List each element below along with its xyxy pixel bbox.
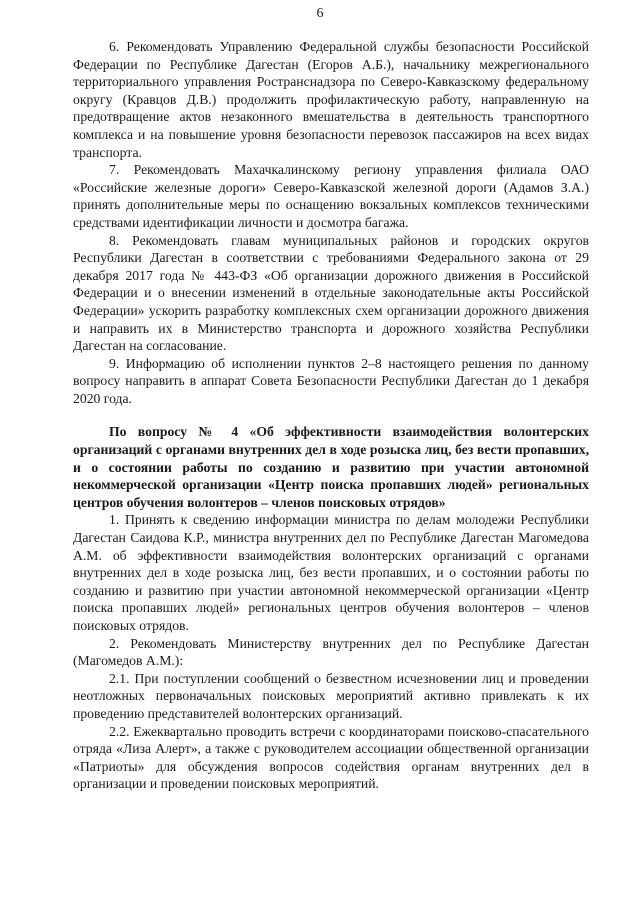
paragraph-item-9: 9. Информацию об исполнении пунктов 2–8 настоящего решения по данному вопросу направить в аппарат Совета Безопасности Республики Дагестан до 1 декабря 2020 года. bbox=[73, 355, 589, 406]
paragraph-item-2-2: 2.2. Ежеквартально проводить встречи с координаторами поисково-спасательного отряда «Лиза Алерт», а также с руководителем ассоциации общественной организации «Патриоты» для обсуждения вопросов содействия органам внутренних дел в организации и проведении поисковых мероприятий. bbox=[73, 723, 589, 792]
section-heading-question-4: По вопросу № 4 «Об эффективности взаимодействия волонтерских организаций с органами внутренних дел в ходе розыска лиц, без вести пропавших, и о состоянии работы по созданию и развитию при участии автономной некоммерческой организации «Центр поиска пропавших людей» региональных центров обучения волонтеров – членов поисковых отрядов» bbox=[73, 424, 589, 510]
paragraph-item-7: 7. Рекомендовать Махачкалинскому региону управления филиала ОАО «Российские железные дороги» Северо-Кавказской железной дороги (Адамов З.А.) принять дополнительные меры по оснащению вокзальных комплексов техническими средствами идентификации личности и досмотра багажа. bbox=[73, 162, 589, 230]
page-number: 6 bbox=[316, 6, 324, 21]
paragraph-item-1: 1. Принять к сведению информации министра по делам молодежи Республики Дагестан Саидова К.Р., министра внутренних дел по Республике Дагестан Магомедова А.М. об эффективности взаимодействия волонтерских организаций с органами внутренних дел в ходе розыска лиц, без вести пропавших, и о состоянии работы по созданию и развитию при участии автономной некоммерческой организации «Центр поиска пропавших людей» региональных центров обучения волонтеров – членов поисковых отрядов. bbox=[73, 512, 589, 633]
paragraph-item-6: 6. Рекомендовать Управлению Федеральной службы безопасности Российской Федерации по Республике Дагестан (Егоров А.Б.), начальнику межрегионального территориального управления Ространснадзора по Северо-Кавказскому федеральному округу (Кравцов Д.В.) продолжить профилактическую работу, направленную на предотвращение актов незаконного вмешательства в деятельность транспортного комплекса и на повышение уровня безопасности перевозок пассажиров на всех видах транспорта. bbox=[73, 39, 589, 160]
document-body bbox=[73, 38, 589, 793]
paragraph-item-8: 8. Рекомендовать главам муниципальных районов и городских округов Республики Дагестан в соответствии с требованиями Федерального закона от 29 декабря 2017 года № 443-ФЗ «Об организации дорожного движения в Российской Федерации и о внесении изменений в отдельные законодательные акты Российской Федерации» ускорить разработку комплексных схем организации дорожного движения и направить их в Министерство транспорта и дорожного хозяйства Республики Дагестан на согласование. bbox=[73, 232, 589, 354]
paragraph-item-2: 2. Рекомендовать Министерству внутренних дел по Республике Дагестан (Магомедов А.М.): bbox=[73, 635, 589, 669]
paragraph-item-2-1: 2.1. При поступлении сообщений о безвестном исчезновении лиц и проведении неотложных первоначальных поисковых мероприятий активно привлекать к их проведению представителей волонтерских организаций. bbox=[73, 670, 589, 721]
